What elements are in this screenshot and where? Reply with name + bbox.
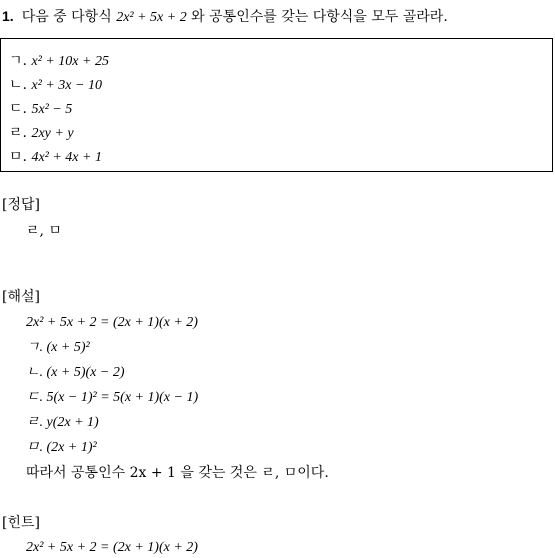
option-label: ㄱ. [9,53,27,69]
option-expression: x² + 10x + 25 [31,54,109,69]
option-expression: 4x² + 4x + 1 [31,150,102,165]
explanation-title: [해설] [2,289,40,305]
hint-line: 2x² + 5x + 2 = (2x + 1)(x + 2) [26,540,198,555]
option-label: ㄷ. [9,101,27,117]
options-box [0,38,553,172]
option-label: ㄴ. [9,77,27,93]
option-expression: 2xy + y [31,126,74,141]
explanation-line: ㄷ. 5(x − 1)² = 5(x + 1)(x − 1) [26,390,199,405]
question-number: 1. [2,8,14,24]
option-2 [9,76,102,95]
question-text-after: 와 공통인수를 갖는 다항식을 모두 골라라. [186,9,448,25]
explanation-line: ㅁ. (2x + 1)² [26,440,97,455]
explanation-line: ㄹ. y(2x + 1) [26,415,99,430]
explanation-line: ㄴ. (x + 5)(x − 2) [26,365,125,380]
option-expression: 5x² − 5 [31,102,73,117]
answer-text: ㄹ, ㅁ [26,223,62,239]
answer-title: [정답] [2,197,40,213]
option-4 [9,124,74,143]
hint-title: [힌트] [2,515,40,531]
option-label: ㄹ. [9,125,27,141]
question-expression: 2x² + 5x + 2 [116,10,187,25]
question-text-before: 다음 중 다항식 [21,9,117,25]
option-1 [9,52,109,71]
explanation-conclusion: 따라서 공통인수 2x + 1 을 갖는 것은 ㄹ, ㅁ이다. [26,465,329,481]
option-expression: x² + 3x − 10 [31,78,102,93]
option-5 [9,148,102,167]
explanation-line: ㄱ. (x + 5)² [26,340,90,355]
explanation-line: 2x² + 5x + 2 = (2x + 1)(x + 2) [26,315,198,330]
option-label: ㅁ. [9,149,27,165]
option-3 [9,100,72,119]
question-line [2,6,555,28]
